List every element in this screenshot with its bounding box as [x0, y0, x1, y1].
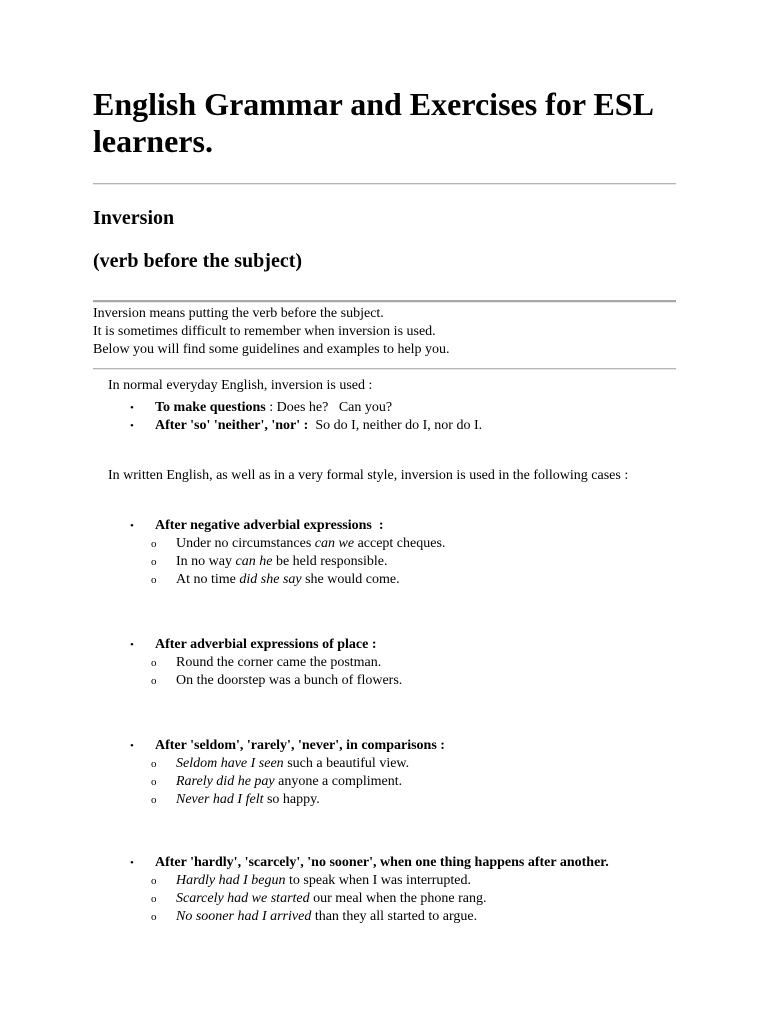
item-examples: Does he? Can you? — [276, 400, 393, 415]
example-text: In no way — [176, 554, 236, 569]
circle-bullet-icon: o — [151, 657, 157, 669]
bullet-icon: • — [130, 420, 134, 432]
divider — [93, 300, 676, 303]
written-intro-text: In written English, as well as in a very formal style, inversion is used in the following cases : — [108, 468, 629, 483]
list-item — [130, 399, 482, 417]
circle-bullet-icon: o — [151, 556, 157, 568]
example-text: than they all started to argue. — [311, 909, 478, 924]
example-text: she would come. — [301, 572, 400, 587]
bullet-icon: • — [130, 639, 134, 651]
divider — [93, 183, 676, 185]
list-item — [130, 417, 482, 435]
example-item — [130, 672, 402, 690]
example-italic: Seldom have I seen — [176, 756, 284, 771]
rule-heading-item — [130, 854, 609, 872]
example-italic: Scarcely had we started — [176, 891, 310, 906]
example-text: anyone a compliment. — [274, 774, 403, 789]
example-italic: did she say — [239, 572, 302, 587]
example-italic: Hardly had I begun — [176, 873, 286, 888]
section-heading: Inversion — [93, 207, 175, 229]
item-label: After 'so' 'neither', 'nor' : — [155, 418, 309, 433]
circle-bullet-icon: o — [151, 893, 157, 905]
example-text: to speak when I was interrupted. — [285, 873, 471, 888]
rule-heading-item — [130, 636, 402, 654]
example-item — [130, 535, 445, 553]
intro-line: Below you will find some guidelines and examples to help you. — [93, 342, 450, 357]
example-italic: No sooner had I arrived — [176, 909, 312, 924]
section-subheading: (verb before the subject) — [93, 250, 303, 272]
circle-bullet-icon: o — [151, 538, 157, 550]
example-italic: can we — [314, 536, 355, 551]
example-italic: Rarely did he pay — [176, 774, 275, 789]
circle-bullet-icon: o — [151, 911, 157, 923]
circle-bullet-icon: o — [151, 675, 157, 687]
rule-heading: After 'hardly', 'scarcely', 'no sooner', when one thing happens after another. — [155, 855, 609, 870]
example-text: so happy. — [263, 792, 320, 807]
example-item — [130, 872, 609, 890]
rule-section — [130, 854, 609, 926]
rule-heading: After 'seldom', 'rarely', 'never', in comparisons : — [155, 738, 445, 753]
rule-section — [130, 517, 445, 589]
rule-heading: After adverbial expressions of place : — [155, 637, 377, 652]
example-item — [130, 755, 445, 773]
bullet-icon: • — [130, 857, 134, 869]
circle-bullet-icon: o — [151, 875, 157, 887]
example-item — [130, 553, 445, 571]
example-text: such a beautiful view. — [283, 756, 410, 771]
rule-heading: After negative adverbial expressions : — [155, 518, 384, 533]
bullet-icon: • — [130, 520, 134, 532]
example-text: our meal when the phone rang. — [309, 891, 487, 906]
page-title: English Grammar and Exercises for ESL learners. — [93, 86, 653, 159]
rule-section — [130, 636, 402, 690]
item-examples: So do I, neither do I, nor do I. — [315, 418, 483, 433]
example-item — [130, 571, 445, 589]
example-item — [130, 654, 402, 672]
circle-bullet-icon: o — [151, 776, 157, 788]
example-text: At no time — [176, 572, 240, 587]
divider — [93, 368, 676, 370]
circle-bullet-icon: o — [151, 794, 157, 806]
intro-line: It is sometimes difficult to remember when inversion is used. — [93, 324, 436, 339]
rule-heading-item — [130, 737, 445, 755]
example-italic: can he — [235, 554, 273, 569]
example-text: On the doorstep was a bunch of flowers. — [176, 673, 403, 688]
example-text: Round the corner came the postman. — [176, 655, 382, 670]
rule-heading-item — [130, 517, 445, 535]
example-item — [130, 908, 609, 926]
item-separator: : — [265, 400, 277, 415]
example-text: Under no circumstances — [176, 536, 315, 551]
example-item — [130, 773, 445, 791]
intro-paragraph — [93, 305, 450, 359]
example-item — [130, 890, 609, 908]
bullet-icon: • — [130, 402, 134, 414]
bullet-icon: • — [130, 740, 134, 752]
circle-bullet-icon: o — [151, 758, 157, 770]
intro-line: Inversion means putting the verb before the subject. — [93, 306, 384, 321]
circle-bullet-icon: o — [151, 574, 157, 586]
rule-section — [130, 737, 445, 809]
example-text: accept cheques. — [354, 536, 446, 551]
normal-intro-text: In normal everyday English, inversion is used : — [108, 378, 373, 393]
example-italic: Never had I felt — [176, 792, 264, 807]
item-label: To make questions — [155, 400, 266, 415]
example-item — [130, 791, 445, 809]
normal-list — [130, 399, 482, 435]
example-text: be held responsible. — [272, 554, 388, 569]
